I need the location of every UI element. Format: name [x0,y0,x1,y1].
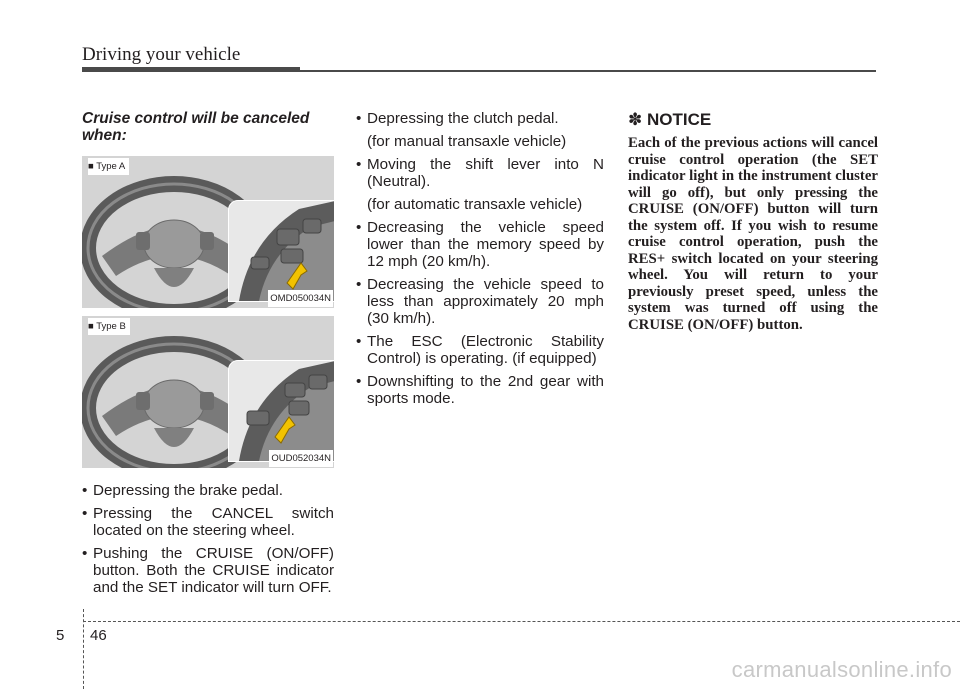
figure-code: OUD052034N [269,450,333,467]
list-item-text: Decreasing the vehicle speed lower than the memory speed by 12 mph (20 km/h). [367,219,604,270]
footer-rule [83,621,960,622]
list-item-text: Decreasing the vehicle speed to less than approximately 20 mph (30 km/h). [367,276,604,327]
page-header-title: Driving your vehicle [82,44,241,65]
notice-column [628,110,878,333]
list-item [356,110,604,150]
figure-type-a [82,156,334,308]
figure-type-label: ■ Type A [88,158,129,175]
middle-column [356,110,604,413]
section-number: 5 [56,627,65,644]
watermark: carmanualsonline.info [731,657,952,682]
cancel-conditions-list-continued [356,110,604,407]
cancel-conditions-list [82,482,334,596]
figure-type-b [82,316,334,468]
figure-code: OMD050034N [268,290,333,307]
figure-inset-controls [228,200,334,302]
list-item [356,333,604,367]
list-item-text: The ESC (Electronic Stability Control) is operating. (if equipped) [367,333,604,367]
list-item-text: Depressing the clutch pedal. [367,110,559,127]
figure-type-label: ■ Type B [88,318,130,335]
list-item-text: Moving the shift lever into N (Neutral). [367,156,604,190]
list-item: • Pressing the CANCEL switch located on the steering wheel. [82,505,334,539]
list-item-note: (for automatic transaxle vehicle) [367,196,583,213]
list-item [356,373,604,407]
list-item: • Depressing the brake pedal. [82,482,334,499]
list-item [356,156,604,213]
header-rule-thick [82,67,300,72]
header-rule-thin [300,70,876,72]
list-item: • Pushing the CRUISE (ON/OFF) button. Both the CRUISE indicator and the SET indicator will turn OFF. [82,545,334,596]
list-item [356,276,604,327]
notice-title: ✽ NOTICE [628,110,712,129]
section-title: Cruise control will be canceled when: [82,110,310,144]
list-item-text: Downshifting to the 2nd gear with sports mode. [367,373,604,407]
figure-inset-controls [228,360,334,462]
notice-body: Each of the previous actions will cancel cruise control operation (the SET indicator light in the instrument cluster will go off), but only pressing the CRUISE (ON/OFF) button will turn the system off. If you wish to resume cruise control operation, push the RES+ switch located on your steering wheel. You will return to your previously preset speed, unless the system was turned off using the CRUISE (ON/OFF) button. [628,135,878,333]
list-item [356,219,604,270]
left-column [82,110,334,602]
footer-rule-vertical [83,609,84,689]
list-item-note: (for manual transaxle vehicle) [367,133,567,150]
page-number: 46 [90,627,107,644]
